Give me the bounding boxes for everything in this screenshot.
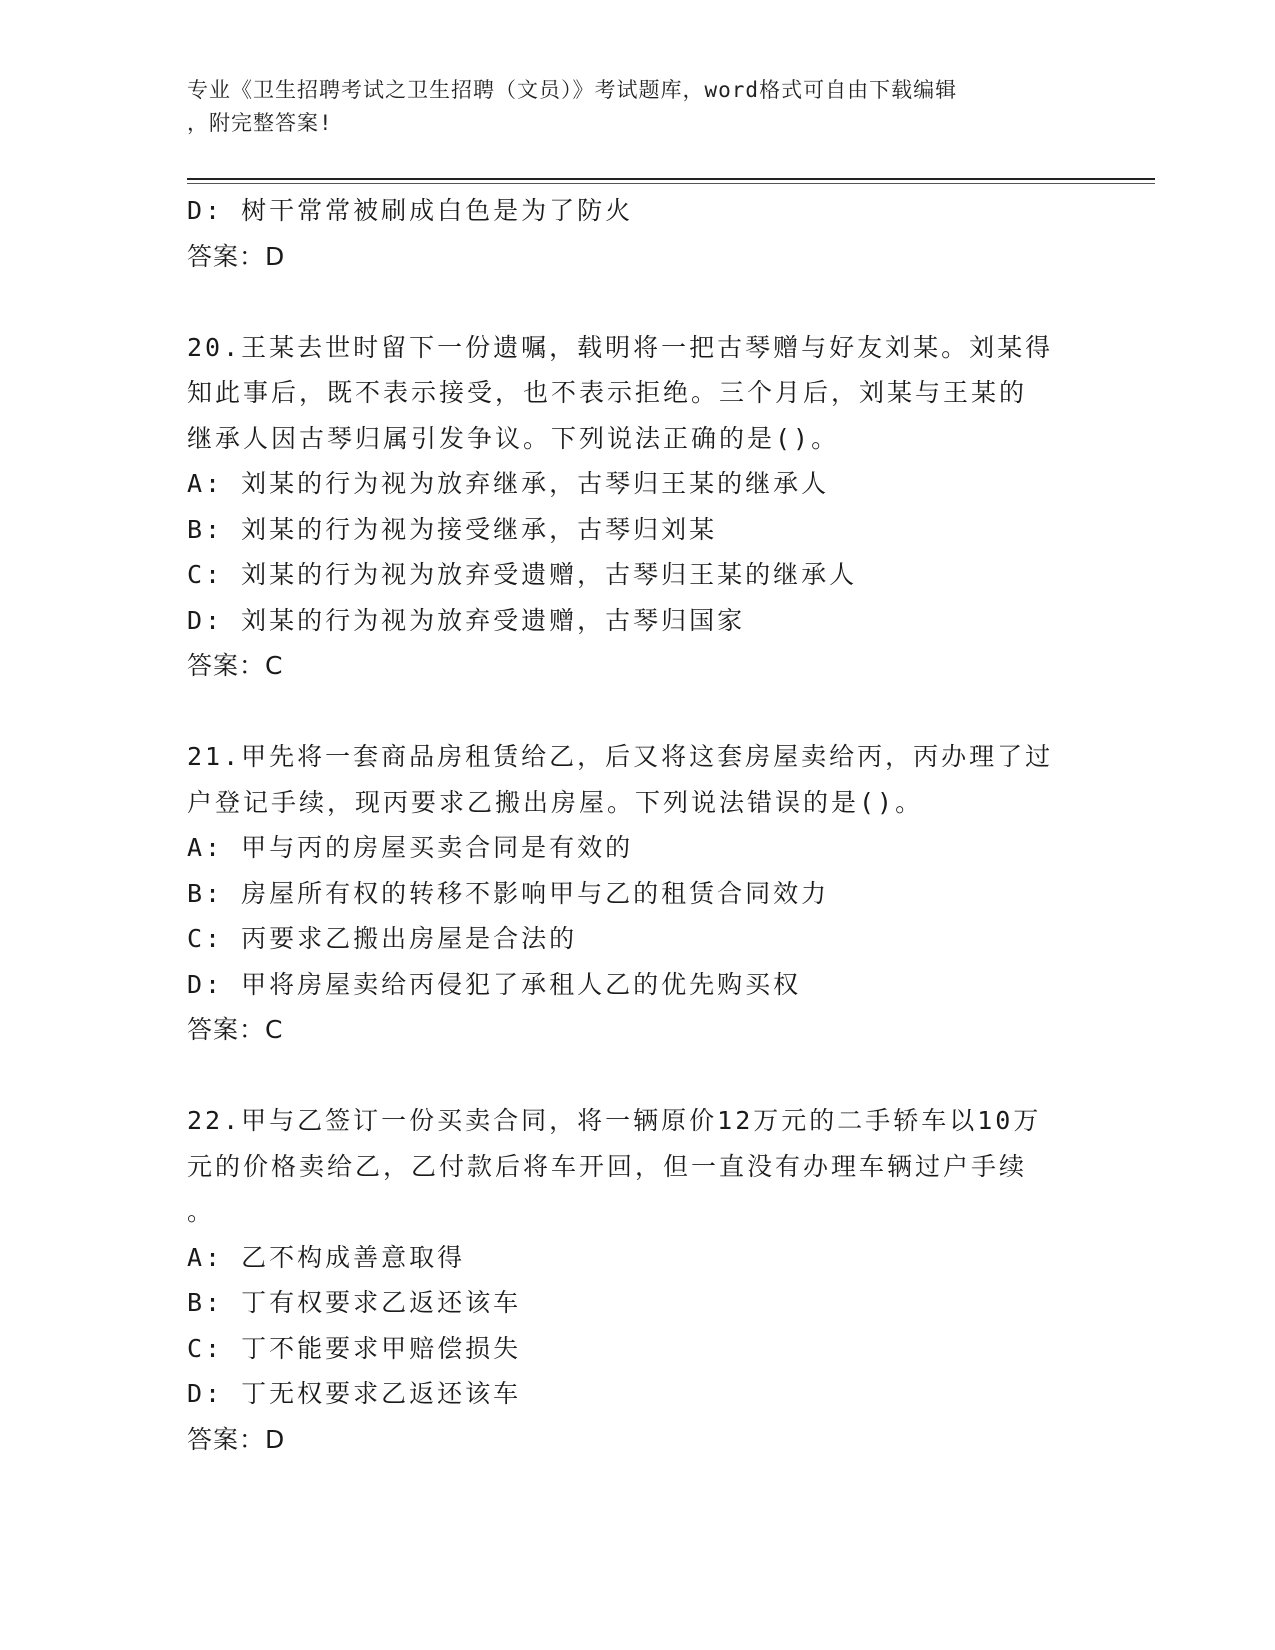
prev-option-d: D: 树干常常被刷成白色是为了防火 <box>187 196 634 225</box>
question-stem-line: 。 <box>187 1197 216 1226</box>
option-d: D: 刘某的行为视为放弃受遗赠，古琴归国家 <box>187 605 746 635</box>
question-stem-line: 元的价格卖给乙，乙付款后将车开回，但一直没有办理车辆过户手续 <box>187 1151 1028 1181</box>
spacer <box>187 279 1087 325</box>
question-22 <box>187 1098 1087 1462</box>
header-line-1: 专业《卫生招聘考试之卫生招聘（文员）》考试题库，word格式可自由下载编辑 <box>187 78 958 102</box>
option-b: B: 房屋所有权的转移不影响甲与乙的租赁合同效力 <box>187 878 830 908</box>
option-c: C: 丙要求乙搬出房屋是合法的 <box>187 924 578 953</box>
spacer <box>187 689 1087 735</box>
document-body <box>187 188 1087 1462</box>
question-stem-line: 20.王某去世时留下一份遗嘱，载明将一把古琴赠与好友刘某。刘某得 <box>187 332 1054 362</box>
option-b: B: 刘某的行为视为接受继承，古琴归刘某 <box>187 514 718 544</box>
question-stem-line: 22.甲与乙签订一份买卖合同，将一辆原价12万元的二手轿车以10万 <box>187 1106 1042 1135</box>
header-divider-thick <box>187 178 1155 180</box>
option-b: B: 丁有权要求乙返还该车 <box>187 1288 522 1317</box>
question-stem-line: 户登记手续，现丙要求乙搬出房屋。下列说法错误的是()。 <box>187 787 924 817</box>
option-a: A: 刘某的行为视为放弃继承，古琴归王某的继承人 <box>187 469 830 498</box>
question-stem-line: 继承人因古琴归属引发争议。下列说法正确的是()。 <box>187 423 840 453</box>
option-d: D: 甲将房屋卖给丙侵犯了承租人乙的优先购买权 <box>187 969 802 999</box>
prev-answer: 答案：D <box>187 241 286 271</box>
header-line-2: ，附完整答案! <box>187 111 333 135</box>
option-a: A: 乙不构成善意取得 <box>187 1242 466 1272</box>
answer: 答案：C <box>187 1015 284 1044</box>
answer: 答案：D <box>187 1424 286 1454</box>
spacer <box>187 1053 1087 1099</box>
document-header <box>187 74 1067 140</box>
question-stem-line: 21.甲先将一套商品房租赁给乙，后又将这套房屋卖给丙，丙办理了过 <box>187 742 1054 771</box>
question-21 <box>187 734 1087 1053</box>
option-d: D: 丁无权要求乙返还该车 <box>187 1379 522 1408</box>
option-c: C: 丁不能要求甲赔偿损失 <box>187 1333 522 1363</box>
option-a: A: 甲与丙的房屋买卖合同是有效的 <box>187 833 634 862</box>
question-stem-line: 知此事后，既不表示接受，也不表示拒绝。三个月后，刘某与王某的 <box>187 378 1028 407</box>
header-divider-thin <box>187 183 1155 184</box>
question-20 <box>187 325 1087 689</box>
answer: 答案：C <box>187 651 284 680</box>
option-c: C: 刘某的行为视为放弃受遗赠，古琴归王某的继承人 <box>187 560 858 589</box>
